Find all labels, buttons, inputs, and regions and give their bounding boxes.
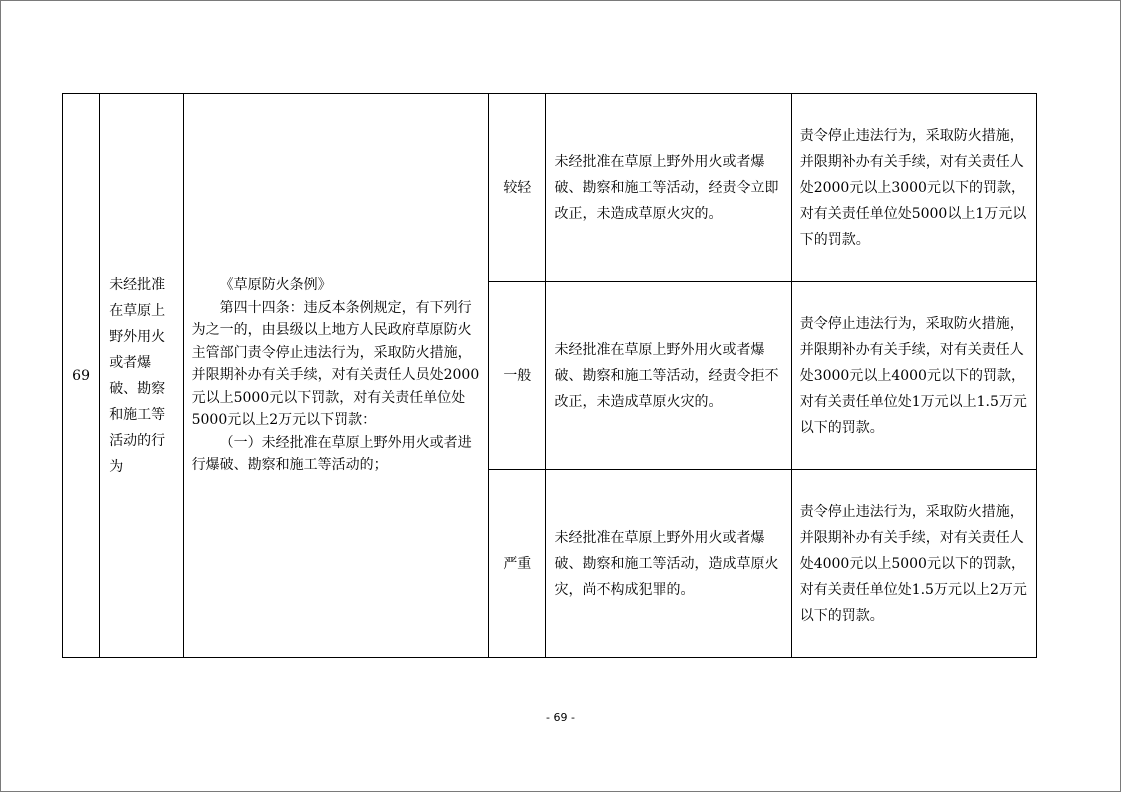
page-number: - 69 -: [546, 711, 575, 724]
circumstance-text: 未经批准在草原上野外用火或者爆破、勘察和施工等活动，经责令立即改正，未造成草原火灾的。: [554, 153, 779, 222]
severity-cell: [489, 470, 546, 658]
violation-text: 未经批准在草原上野外用火或者爆破、勘察和施工等活动的行为: [109, 276, 166, 475]
penalty-table: [62, 93, 1037, 658]
legal-basis: [184, 274, 489, 477]
item-number: 69: [72, 367, 90, 384]
item-number-cell: [63, 94, 100, 658]
penalty-text: 责令停止违法行为，采取防火措施，并限期补办有关手续，对有关责任人处4000元以上5000元以下的罚款，对有关责任单位处1.5万元以上2万元以下的罚款。: [799, 503, 1027, 624]
severity-label: 一般: [503, 367, 532, 384]
severity-label: 严重: [503, 555, 532, 572]
penalty-cell: [791, 282, 1036, 470]
article-item: （一）未经批准在草原上野外用火或者进行爆破、勘察和施工等活动的；: [191, 434, 472, 474]
severity-cell: [489, 94, 546, 282]
circumstance-cell: [546, 94, 791, 282]
penalty-cell: [791, 94, 1036, 282]
circumstance-cell: [546, 282, 791, 470]
penalty-text: 责令停止违法行为，采取防火措施，并限期补办有关手续，对有关责任人处2000元以上3000元以下的罚款，对有关责任单位处5000以上1万元以下的罚款。: [799, 127, 1027, 248]
circumstance-cell: [546, 470, 791, 658]
violation-cell: [100, 94, 183, 658]
table-row: [63, 94, 1037, 282]
circumstance-text: 未经批准在草原上野外用火或者爆破、勘察和施工等活动，经责令拒不改正，未造成草原火灾的。: [554, 341, 779, 410]
regulation-title: 《草原防火条例》: [219, 277, 332, 294]
severity-label: 较轻: [503, 179, 532, 196]
legal-basis-cell: [183, 94, 489, 658]
penalty-text: 责令停止违法行为，采取防火措施，并限期补办有关手续，对有关责任人处3000元以上4000元以下的罚款，对有关责任单位处1万元以上1.5万元以下的罚款。: [799, 315, 1027, 436]
circumstance-text: 未经批准在草原上野外用火或者爆破、勘察和施工等活动，造成草原火灾，尚不构成犯罪的。: [554, 529, 779, 598]
severity-cell: [489, 282, 546, 470]
article-text: 第四十四条：违反本条例规定，有下列行为之一的，由县级以上地方人民政府草原防火主管部门责令停止违法行为，采取防火措施，并限期补办有关手续，对有关责任人员处2000元以上5000元以下罚款，对有关责任单位处5000元以上2万元以下罚款：: [191, 299, 480, 429]
penalty-cell: [791, 470, 1036, 658]
